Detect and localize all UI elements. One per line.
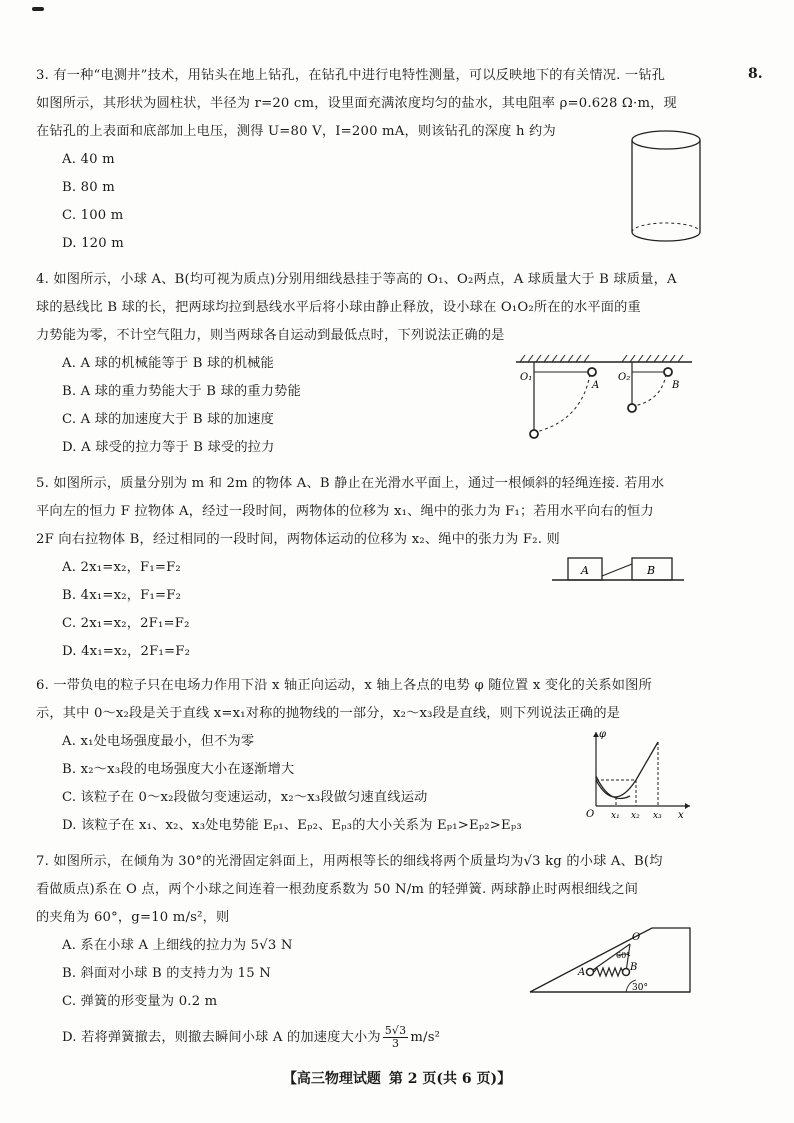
q6-line: 示，其中 0～x₂段是关于直线 x=x₁对称的抛物线的一部分，x₂～x₃段是直线，则下列说法正确的是: [36, 706, 621, 721]
potential-graph-figure: [586, 728, 696, 824]
q4-option-c: C. A 球的加速度大于 B 球的加速度: [62, 412, 275, 427]
fig-label: O₂: [618, 372, 631, 383]
cylinder-figure: [626, 128, 706, 246]
q3-line: 如图所示，其形状为圆柱状，半径为 r=20 cm，设里面充满浓度均匀的盐水，其电阻率 ρ=0.628 Ω·m，现: [36, 96, 677, 111]
q5-option-d: D. 4x₁=x₂，2F₁=F₂: [62, 644, 191, 659]
unit: m/s²: [410, 1030, 441, 1045]
q3-option-b: B. 80 m: [62, 180, 115, 195]
fig-label: x₃: [653, 811, 662, 821]
fig-label: O: [586, 809, 595, 820]
q6-line: 6. 一带负电的粒子只在电场力作用下沿 x 轴正向运动，x 轴上各点的电势 φ 随位置 x 变化的关系如图所: [36, 678, 652, 693]
q7-line: 看做质点)系在 O 点，两个小球之间连着一根劲度系数为 50 N/m 的轻弹簧. 两球静止时两根细线之间: [36, 882, 639, 897]
blocks-figure: [552, 552, 688, 586]
scan-mark: [32, 7, 44, 11]
fig-label: 60°: [616, 951, 631, 960]
q3-line: 在钻孔的上表面和底部加上电压，测得 U=80 V，I=200 mA，则该钻孔的深度 h 约为: [36, 124, 556, 139]
question-6: [36, 672, 652, 840]
fig-label: B: [672, 380, 680, 391]
fig-label: x₁: [611, 811, 620, 821]
q5-line: 平向左的恒力 F 拉物体 A，经过一段时间，两物体的位移为 x₁、绳中的张力为 F₁；若用水平向右的恒力: [36, 504, 654, 519]
fig-label: 30°: [632, 983, 648, 993]
question-3: [36, 62, 677, 258]
fraction-numerator: 5√3: [384, 1024, 407, 1037]
fig-label: A: [592, 380, 600, 391]
fig-label: x: [678, 810, 684, 821]
fraction-denominator: 3: [391, 1037, 400, 1050]
q6-option-b: B. x₂～x₃段的电场强度大小在逐渐增大: [62, 762, 295, 777]
page-footer: [0, 1068, 794, 1088]
fig-label: B: [630, 962, 638, 973]
footer-title: 【高三物理试题: [282, 1071, 381, 1087]
q7-option-b: B. 斜面对小球 B 的支持力为 15 N: [62, 966, 271, 981]
q7-line: 的夹角为 60°，g=10 m/s²，则: [36, 910, 230, 925]
q3-option-c: C. 100 m: [62, 208, 124, 223]
q5-option-c: C. 2x₁=x₂，2F₁=F₂: [62, 616, 190, 631]
q4-line: 4. 如图所示，小球 A、B(均可视为质点)分别用细线悬挂于等高的 O₁、O₂两点，A 球质量大于 B 球质量，A: [36, 272, 677, 287]
q6-option-d: D. 该粒子在 x₁、x₂、x₃处电势能 Eₚ₁、Eₚ₂、Eₚ₃的大小关系为 Eₚ₁>Eₚ₂>Eₚ₃: [62, 818, 522, 833]
q3-option-a: A. 40 m: [62, 152, 115, 167]
fig-label: A: [578, 967, 586, 978]
q7-option-c: C. 弹簧的形变量为 0.2 m: [62, 994, 218, 1009]
footer-page: 第 2 页(共 6 页)】: [388, 1071, 512, 1087]
q5-option-a: A. 2x₁=x₂，F₁=F₂: [62, 560, 181, 575]
q4-option-b: B. A 球的重力势能大于 B 球的重力势能: [62, 384, 301, 399]
q7-option-d-text: D. 若将弹簧撤去，则撤去瞬间小球 A 的加速度大小为: [62, 1030, 381, 1045]
q5-line: 5. 如图所示，质量分别为 m 和 2m 的物体 A、B 静止在光滑水平面上，通过一根倾斜的轻绳连接. 若用水: [36, 476, 665, 491]
q3-option-d: D. 120 m: [62, 236, 124, 251]
fig-label: φ: [599, 729, 607, 740]
side-question-number: 8.: [748, 66, 763, 82]
q7-line: 7. 如图所示，在倾角为 30°的光滑固定斜面上，用两根等长的细线将两个质量均为√3 kg 的小球 A、B(均: [36, 854, 663, 869]
pendulum-figure: [512, 350, 702, 450]
q4-option-a: A. A 球的机械能等于 B 球的机械能: [62, 356, 274, 371]
incline-figure: [526, 922, 694, 1000]
q5-line: 2F 向右拉物体 B，经过相同的一段时间，两物体运动的位移为 x₂、绳中的张力为 F₂. 则: [36, 532, 560, 547]
fig-label: O: [632, 932, 641, 943]
fig-label: B: [647, 564, 656, 577]
q4-option-d: D. A 球受的拉力等于 B 球受的拉力: [62, 440, 275, 455]
q7-option-d: [62, 1024, 663, 1052]
q5-option-b: B. 4x₁=x₂，F₁=F₂: [62, 588, 182, 603]
q4-line: 力势能为零，不计空气阻力，则当两球各自运动到最低点时，下列说法正确的是: [36, 328, 505, 343]
q4-line: 球的悬线比 B 球的长，把两球均拉到悬线水平后将小球由静止释放，设小球在 O₁O₂所在的水平面的重: [36, 300, 641, 315]
fig-label: x₂: [631, 811, 640, 821]
q6-option-a: A. x₁处电场强度最小，但不为零: [62, 734, 255, 749]
q6-option-c: C. 该粒子在 0～x₂段做匀变速运动，x₂～x₃段做匀速直线运动: [62, 790, 428, 805]
q3-line: 3. 有一种“电测井”技术，用钻头在地上钻孔，在钻孔中进行电特性测量，可以反映地下的有关情况. 一钻孔: [36, 68, 666, 83]
fig-label: A: [581, 564, 589, 577]
fraction: [383, 1025, 409, 1050]
fig-label: O₁: [520, 372, 533, 383]
q7-option-a: A. 系在小球 A 上细线的拉力为 5√3 N: [62, 938, 293, 953]
